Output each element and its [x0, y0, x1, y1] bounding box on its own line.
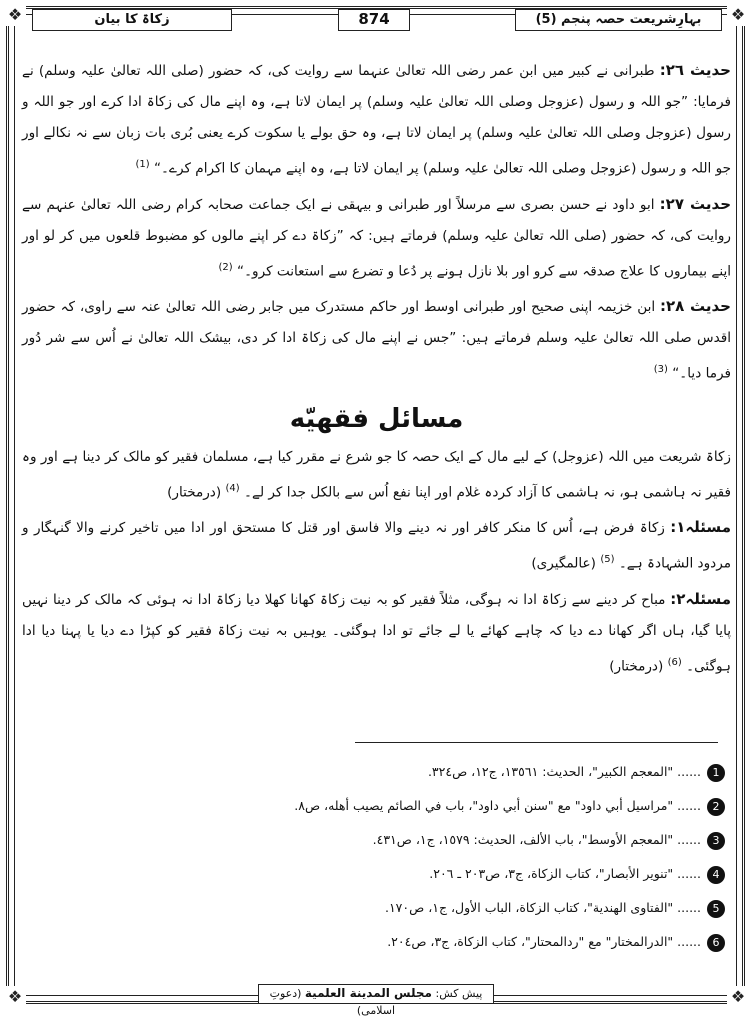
- main-content: [22, 55, 731, 686]
- footnote-ref[interactable]: (3): [653, 364, 668, 376]
- masala-label: مسئلہ۱:: [670, 518, 731, 537]
- footnote-text: ...... "المعجم الأوسط"، باب الألف، الحديث: ١٥٧٩، ج١، ص٤٣١.: [372, 832, 701, 847]
- header-chapter-title: زکاۃ کا بیان: [32, 9, 232, 31]
- hadith-26: [22, 55, 731, 185]
- footnote-text: ...... "الفتاوى الهندية"، كتاب الزكاة، الباب الأول، ج١، ص١٧٠.: [384, 900, 701, 915]
- corner-ornament-icon: ❖: [4, 4, 26, 26]
- footnote-text: ...... "الدرالمختار" مع "ردالمحتار"، كتاب الزكاة، ج٣، ص٢٠٤.: [387, 934, 701, 949]
- footnote-item: [200, 789, 725, 823]
- masala-text: زکاۃ فرض ہے، اُس کا منکر کافر اور نہ دینے والا فاسق اور قتل کا مستحق اور ادا میں تاخیر کرنے والا گنہگار و مردود الشہادۃ ہے۔: [22, 520, 731, 572]
- footer-publisher-name: مجلس المدينة العلمية: [304, 986, 432, 1000]
- masala-text: زکاۃ شریعت میں اللہ (عزوجل) کے لیے مال کے ایک حصہ کا جو شرع نے مقرر کیا ہے، مسلمان فقیر کو مالک کر دینا ہے اور وہ فقیر نہ ہاشمی ہو، نہ ہاشمی کا آزاد کردہ غلام اور اپنا نفع اُس سے بالکل جدا کر لے۔: [22, 448, 731, 501]
- masala-label: مسئلہ۲:: [670, 589, 731, 608]
- footnote-text: ...... "مراسيل أبي داود" مع "سنن أبي داود"، باب في الصائم يصيب أهله، ص٨.: [294, 798, 701, 813]
- footnote-ref[interactable]: (4): [225, 482, 240, 494]
- hadith-label: حدیث ۲۸:: [659, 297, 731, 316]
- hadith-label: حدیث ۲٦:: [659, 61, 731, 79]
- footnote-number: 4: [707, 866, 725, 884]
- footnotes-list: [200, 755, 725, 959]
- hadith-text: ابن خزیمہ اپنی صحیح اور طبرانی اوسط اور حاکم مستدرک میں جابر رضی اللہ تعالیٰ عنہ سے راوی، کہ حضور اقدس صلی اللہ تعالیٰ علیہ وسلم فرماتے ہیں: ”جس نے اپنے مال کی زکاۃ ادا کر دی، بیشک اللہ تعالیٰ نے اُس سے شر دُور فرما دیا۔“: [22, 299, 731, 382]
- hadith-label: حدیث ۲۷:: [659, 194, 732, 213]
- footnote-ref[interactable]: (6): [667, 656, 682, 668]
- section-heading: مسائل فقهيّه: [289, 403, 464, 434]
- footer-prefix: پیش کش:: [435, 987, 483, 1000]
- hadith-text: ابو داود نے حسن بصری سے مرسلاً اور طبرانی و بیہقی نے ایک جماعت صحابہ کرام رضی اللہ تعالیٰ عنہم سے روایت کی، کہ حضور (صلی اللہ تعالیٰ علیہ وسلم) فرماتے ہیں: کہ ”زکاۃ دے کر اپنے مالوں کو مضبوط قلعوں میں کر لو اور اپنے بیماروں کا علاج صدقہ سے کرو اور بلا نازل ہونے پر دُعا و تضرع سے استعانت کرو۔“: [22, 196, 731, 280]
- footnote-item: [200, 857, 725, 891]
- footnote-number: 3: [707, 832, 725, 850]
- corner-ornament-icon: ❖: [727, 986, 749, 1008]
- footnote-item: [200, 755, 725, 789]
- masala-text: مباح کر دینے سے زکاۃ ادا نہ ہوگی، مثلاً فقیر کو بہ نیت زکاۃ کھانا کھلا دیا زکاۃ ادا نہ ہوئی کہ مالک کر دینا نہیں پایا گیا، ہاں اگر کھانا دے دیا کہ چاہے کھائے یا لے جائے تو ادا ہوگئی۔ یوہیں بہ نیت زکاۃ فقیر کو کپڑا دے دیا یا پہنا دیا ادا ہوگئی۔: [22, 591, 731, 675]
- page-number: 874: [338, 9, 410, 31]
- footnote-item: [200, 925, 725, 959]
- hadith-27: [22, 189, 731, 288]
- masala-intro: [22, 442, 731, 509]
- masala-source: (درمختار): [167, 484, 222, 501]
- corner-ornament-icon: ❖: [4, 986, 26, 1008]
- footnote-number: 1: [707, 764, 725, 782]
- hadith-text: طبرانی نے کبیر میں ابن عمر رضی اللہ تعالیٰ عنہما سے روایت کی، کہ حضور (صلی اللہ تعالیٰ علیہ وسلم) نے فرمایا: ”جو اللہ و رسول (عزوجل وصلی اللہ تعالیٰ علیہ وسلم) پر ایمان لاتا ہے، وہ اپنے مال کی زکاۃ ادا کرے اور جو اللہ و رسول (عزوجل وصلی اللہ تعالیٰ علیہ وسلم) پر ایمان لاتا ہے، وہ حق بولے یا سکوت کرے یعنی بُری بات زبان سے نہ نکالے اور جو اللہ و رسول (عزوجل وصلی اللہ تعالیٰ علیہ وسلم) پر ایمان لاتا ہے، وہ اپنے مہمان کا اکرام کرے۔“: [22, 63, 731, 177]
- corner-ornament-icon: ❖: [727, 4, 749, 26]
- masala-1: [22, 512, 731, 580]
- masala-source: (عالمگیری): [531, 555, 596, 572]
- footnote-divider: [355, 742, 718, 743]
- footnote-item: [200, 891, 725, 925]
- footer-suffix: (دعوتِ اسلامی): [269, 987, 396, 1017]
- footnote-number: 5: [707, 900, 725, 918]
- header-book-title: بہارِشریعت حصہ پنجم (5): [515, 9, 722, 31]
- footnote-text: ...... "المعجم الكبير"، الحديث: ١٣٥٦١، ج١٢، ص٣٢٤.: [427, 764, 701, 779]
- footnote-number: 2: [707, 798, 725, 816]
- footnote-number: 6: [707, 934, 725, 952]
- footnote-ref[interactable]: (2): [218, 261, 233, 273]
- masala-2: [22, 584, 731, 683]
- footnote-text: ...... "تنوير الأبصار"، كتاب الزكاة، ج٣، ص٢٠٣ ـ ٢٠٦.: [429, 866, 701, 881]
- publisher-footer: [258, 984, 494, 1017]
- hadith-28: [22, 291, 731, 390]
- masala-source: (درمختار): [609, 658, 664, 675]
- footnote-item: [200, 823, 725, 857]
- footnote-ref[interactable]: (5): [600, 554, 615, 566]
- footnote-ref[interactable]: (1): [135, 159, 150, 170]
